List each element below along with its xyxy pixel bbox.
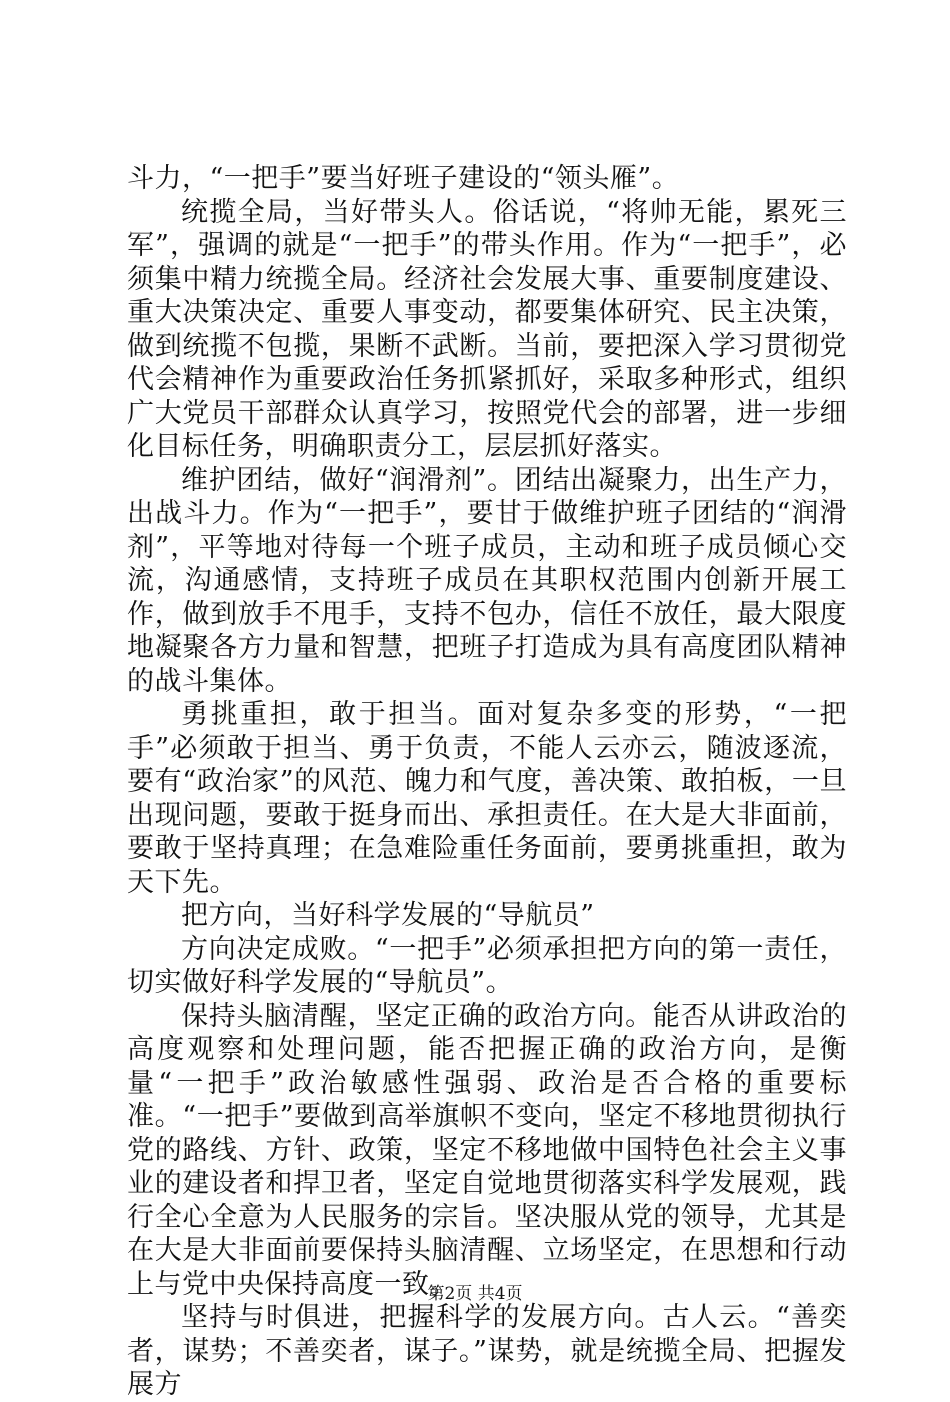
paragraph-overall-leadership: 统揽全局，当好带头人。俗话说，“将帅无能，累死三军”，强调的就是“一把手”的带头作用。作为“一把手”，必须集中精力统揽全局。经济社会发展大事、重要制度建设、重大决策决定、重要人事变动，都要集体研究、民主决策，做到统揽不包揽，果断不武断。当前，要把深入学习贯彻党代会精神作为重要政治任务抓紧抓好，采取多种形式，组织广大党员干部群众认真学习，按照党代会的部署，进一步细化目标任务，明确职责分工，层层抓好落实。: [127, 196, 847, 462]
page-number-footer: 第2页 共4页: [427, 1284, 523, 1304]
paragraph-keep-pace: 坚持与时俱进，把握科学的发展方向。古人云。“善奕者，谋势；不善奕者，谋子。”谋势，就是统揽全局、把握发展方: [127, 1302, 847, 1400]
paragraph-continuation: 斗力，“一把手”要当好班子建设的“领头雁”。: [127, 163, 680, 194]
paragraph-take-responsibility: 勇挑重担，敢于担当。面对复杂多变的形势，“一把手”必须敢于担当、勇于负责，不能人云亦云，随波逐流，要有“政治家”的风范、魄力和气度，善决策、敢拍板，一旦出现问题，要敢于挺身而出、承担责任。在大是大非面前，要敢于坚持真理；在急难险重任务面前，要勇挑重担，敢为天下先。: [127, 699, 847, 898]
paragraph-clear-mind: 保持头脑清醒，坚定正确的政治方向。能否从讲政治的高度观察和处理问题，能否把握正确的政治方向，是衡量“一把手”政治敏感性强弱、政治是否合格的重要标准。“一把手”要做到高举旗帜不变向，坚定不移地贯彻执行党的路线、方针、政策，坚定不移地做中国特色社会主义事业的建设者和捍卫者，坚定自觉地贯彻落实科学发展观，践行全心全意为人民服务的宗旨。坚决服从党的领导，尤其是在大是大非面前要保持头脑清醒、立场坚定，在思想和行动上与党中央保持高度一致。: [127, 1000, 847, 1300]
paragraph-maintain-unity: 维护团结，做好“润滑剂”。团结出凝聚力，出生产力，出战斗力。作为“一把手”，要甘于做维护班子团结的“润滑剂”，平等地对待每一个班子成员，主动和班子成员倾心交流，沟通感情，支持班子成员在其职权范围内创新开展工作，做到放手不甩手，支持不包办，信任不放任，最大限度地凝聚各方力量和智慧，把班子打造成为具有高度团队精神的战斗集体。: [127, 464, 847, 697]
paragraph-direction-intro: 方向决定成败。“一把手”必须承担把方向的第一责任，切实做好科学发展的“导航员”。: [127, 933, 847, 998]
document-body: [127, 162, 847, 1402]
section-heading-direction: 把方向，当好科学发展的“导航员”: [181, 900, 595, 931]
